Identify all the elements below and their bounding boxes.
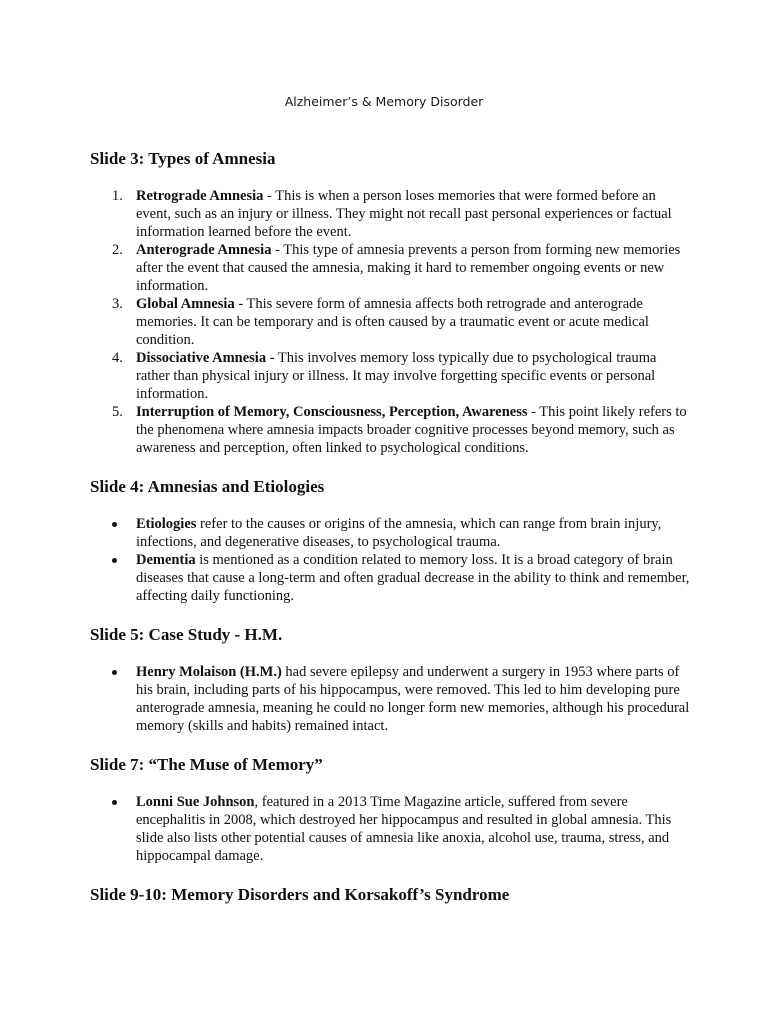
list-number: 4. xyxy=(112,350,123,366)
document-title: Alzheimer’s & Memory Disorder xyxy=(284,94,484,109)
item-text: is mentioned as a condition related to memory loss. It is a broad category of brain diseases that cause a long-term and often gradual decrease in the ability to think and remember, affecting daily functioning. xyxy=(136,552,690,604)
list-number: 2. xyxy=(112,242,123,258)
item-term: Dementia xyxy=(136,552,196,568)
section-heading: Slide 9-10: Memory Disorders and Korsakoff’s Syndrome xyxy=(90,885,510,904)
item-text: - This type of amnesia prevents a person from forming new memories after the event that caused the amnesia, making it hard to remember ongoing events or new information. xyxy=(136,242,681,294)
bullet-icon xyxy=(112,522,117,527)
document-body xyxy=(90,148,690,906)
section-heading: Slide 5: Case Study - H.M. xyxy=(90,625,283,644)
item-term: Anterograde Amnesia xyxy=(136,242,272,258)
section-heading: Slide 4: Amnesias and Etiologies xyxy=(90,477,325,496)
list-number: 1. xyxy=(112,188,123,204)
list-item xyxy=(90,515,690,551)
list-item xyxy=(90,187,690,241)
list-number: 5. xyxy=(112,404,123,420)
bullet-list xyxy=(90,663,690,735)
list-item xyxy=(90,793,690,865)
item-term: Etiologies xyxy=(136,516,197,532)
item-text: refer to the causes or origins of the amnesia, which can range from brain injury, infections, and degenerative diseases, to psychological trauma. xyxy=(136,516,662,550)
list-item xyxy=(90,241,690,295)
item-term: Dissociative Amnesia xyxy=(136,350,267,366)
section-heading: Slide 7: “The Muse of Memory” xyxy=(90,755,323,774)
item-term: Henry Molaison (H.M.) xyxy=(136,664,282,680)
list-item xyxy=(90,551,690,605)
item-text: had severe epilepsy and underwent a surgery in 1953 where parts of his brain, including parts of his hippocampus, were removed. This led to him developing pure anterograde amnesia, meaning he could no longer form new memories, although his procedural memory (skills and habits) remained intact. xyxy=(136,664,690,734)
list-item xyxy=(90,403,690,457)
list-item xyxy=(90,663,690,735)
numbered-list xyxy=(90,187,690,457)
item-text: - This point likely refers to the phenomena where amnesia impacts broader cognitive processes beyond memory, such as awareness and perception, often linked to psychological conditions. xyxy=(136,404,687,456)
item-term: Interruption of Memory, Consciousness, Perception, Awareness xyxy=(136,404,528,420)
bullet-icon xyxy=(112,670,117,675)
item-term: Global Amnesia xyxy=(136,296,235,312)
bullet-icon xyxy=(112,558,117,563)
section-heading: Slide 3: Types of Amnesia xyxy=(90,149,276,168)
list-number: 3. xyxy=(112,296,123,312)
list-item xyxy=(90,295,690,349)
item-text: - This involves memory loss typically due to psychological trauma rather than physical injury or illness. It may involve forgetting specific events or personal information. xyxy=(136,350,657,402)
item-text: - This is when a person loses memories that were formed before an event, such as an injury or illness. They might not recall past personal experiences or factual information learned before the event. xyxy=(136,188,672,240)
list-item xyxy=(90,349,690,403)
item-term: Lonni Sue Johnson xyxy=(136,794,255,810)
item-text: - This severe form of amnesia affects both retrograde and anterograde memories. It can be temporary and is often caused by a traumatic event or acute medical condition. xyxy=(136,296,649,348)
item-text: , featured in a 2013 Time Magazine article, suffered from severe encephalitis in 2008, which destroyed her hippocampus and resulted in global amnesia. This slide also lists other potential causes of amnesia like anoxia, alcohol use, trauma, stress, and hippocampal damage. xyxy=(136,794,672,864)
bullet-list xyxy=(90,515,690,605)
item-term: Retrograde Amnesia xyxy=(136,188,264,204)
bullet-icon xyxy=(112,800,117,805)
bullet-list xyxy=(90,793,690,865)
